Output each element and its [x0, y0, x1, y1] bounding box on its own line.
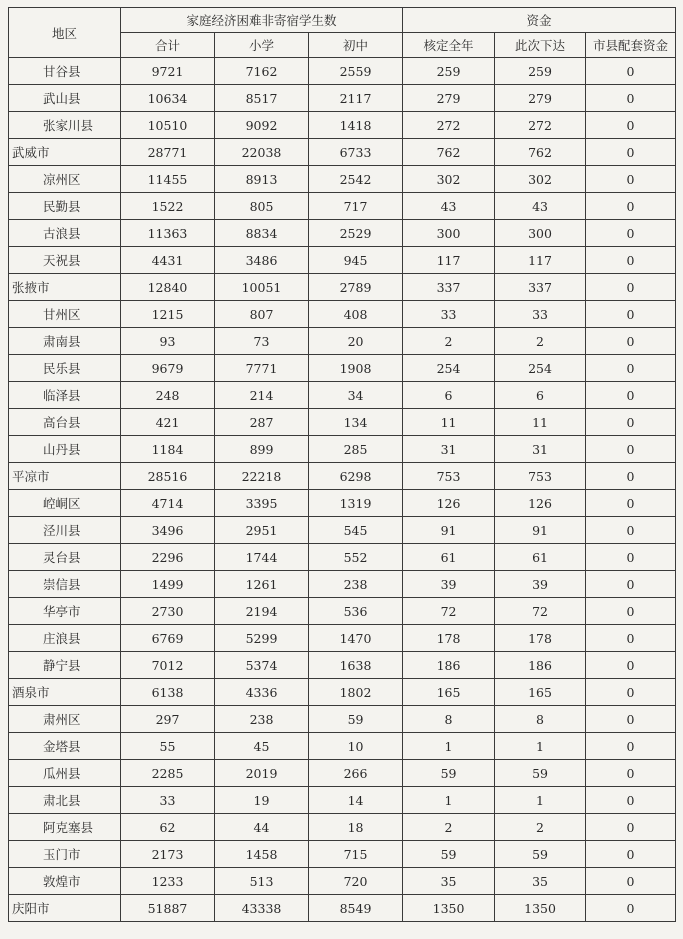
issued-cell: 279: [495, 85, 586, 112]
primary-cell: 1744: [215, 544, 309, 571]
primary-cell: 899: [215, 436, 309, 463]
junior-cell: 715: [309, 841, 403, 868]
total-cell: 55: [121, 733, 215, 760]
junior-cell: 717: [309, 193, 403, 220]
total-cell: 421: [121, 409, 215, 436]
approved-cell: 39: [403, 571, 495, 598]
region-name-cell: 肃北县: [9, 787, 121, 814]
primary-cell: 8913: [215, 166, 309, 193]
local-cell: 0: [586, 247, 676, 274]
table-row: [9, 814, 676, 841]
junior-cell: 2117: [309, 85, 403, 112]
total-cell: 1522: [121, 193, 215, 220]
approved-cell: 279: [403, 85, 495, 112]
local-cell: 0: [586, 841, 676, 868]
junior-cell: 6733: [309, 139, 403, 166]
local-cell: 0: [586, 463, 676, 490]
approved-cell: 165: [403, 679, 495, 706]
table-row: [9, 490, 676, 517]
approved-cell: 59: [403, 760, 495, 787]
primary-cell: 2951: [215, 517, 309, 544]
junior-cell: 266: [309, 760, 403, 787]
primary-cell: 287: [215, 409, 309, 436]
local-cell: 0: [586, 193, 676, 220]
primary-cell: 2019: [215, 760, 309, 787]
junior-cell: 2529: [309, 220, 403, 247]
junior-cell: 134: [309, 409, 403, 436]
issued-cell: 302: [495, 166, 586, 193]
region-name-cell: 泾川县: [9, 517, 121, 544]
issued-cell: 8: [495, 706, 586, 733]
local-cell: 0: [586, 868, 676, 895]
primary-cell: 7162: [215, 58, 309, 85]
primary-cell: 2194: [215, 598, 309, 625]
table-row: [9, 139, 676, 166]
approved-cell: 2: [403, 328, 495, 355]
total-cell: 93: [121, 328, 215, 355]
table-row: [9, 274, 676, 301]
junior-cell: 238: [309, 571, 403, 598]
local-cell: 0: [586, 652, 676, 679]
total-cell: 1499: [121, 571, 215, 598]
approved-cell: 178: [403, 625, 495, 652]
total-cell: 297: [121, 706, 215, 733]
issued-cell: 272: [495, 112, 586, 139]
primary-cell: 7771: [215, 355, 309, 382]
junior-cell: 285: [309, 436, 403, 463]
issued-cell: 753: [495, 463, 586, 490]
primary-cell: 214: [215, 382, 309, 409]
issued-cell: 35: [495, 868, 586, 895]
junior-cell: 1638: [309, 652, 403, 679]
junior-cell: 1418: [309, 112, 403, 139]
total-cell: 28771: [121, 139, 215, 166]
table-row: [9, 895, 676, 922]
junior-cell: 14: [309, 787, 403, 814]
approved-cell: 1: [403, 733, 495, 760]
approved-cell: 35: [403, 868, 495, 895]
region-name-cell: 古浪县: [9, 220, 121, 247]
table-row: [9, 85, 676, 112]
issued-cell: 2: [495, 328, 586, 355]
approved-cell: 8: [403, 706, 495, 733]
table-header: [9, 8, 676, 58]
issued-cell: 337: [495, 274, 586, 301]
table-row: [9, 706, 676, 733]
local-cell: 0: [586, 355, 676, 382]
region-name-cell: 庆阳市: [9, 895, 121, 922]
local-cell: 0: [586, 85, 676, 112]
header-local: 市县配套资金: [586, 33, 676, 58]
region-name-cell: 玉门市: [9, 841, 121, 868]
region-name-cell: 武威市: [9, 139, 121, 166]
issued-cell: 72: [495, 598, 586, 625]
issued-cell: 11: [495, 409, 586, 436]
region-name-cell: 甘谷县: [9, 58, 121, 85]
table-row: [9, 571, 676, 598]
approved-cell: 2: [403, 814, 495, 841]
table-row: [9, 544, 676, 571]
junior-cell: 945: [309, 247, 403, 274]
issued-cell: 39: [495, 571, 586, 598]
primary-cell: 1261: [215, 571, 309, 598]
region-name-cell: 张家川县: [9, 112, 121, 139]
primary-cell: 9092: [215, 112, 309, 139]
approved-cell: 6: [403, 382, 495, 409]
junior-cell: 720: [309, 868, 403, 895]
approved-cell: 302: [403, 166, 495, 193]
header-primary: 小学: [215, 33, 309, 58]
total-cell: 11363: [121, 220, 215, 247]
table-row: [9, 625, 676, 652]
approved-cell: 300: [403, 220, 495, 247]
local-cell: 0: [586, 274, 676, 301]
issued-cell: 178: [495, 625, 586, 652]
region-name-cell: 民勤县: [9, 193, 121, 220]
junior-cell: 2542: [309, 166, 403, 193]
header-total: 合计: [121, 33, 215, 58]
region-name-cell: 平凉市: [9, 463, 121, 490]
local-cell: 0: [586, 571, 676, 598]
approved-cell: 337: [403, 274, 495, 301]
table-row: [9, 679, 676, 706]
region-name-cell: 金塔县: [9, 733, 121, 760]
issued-cell: 762: [495, 139, 586, 166]
approved-cell: 1350: [403, 895, 495, 922]
junior-cell: 34: [309, 382, 403, 409]
total-cell: 2285: [121, 760, 215, 787]
table-row: [9, 652, 676, 679]
local-cell: 0: [586, 760, 676, 787]
local-cell: 0: [586, 733, 676, 760]
local-cell: 0: [586, 598, 676, 625]
funding-table-sheet: [8, 7, 675, 932]
header-region: 地区: [9, 8, 121, 58]
approved-cell: 59: [403, 841, 495, 868]
primary-cell: 22218: [215, 463, 309, 490]
issued-cell: 117: [495, 247, 586, 274]
total-cell: 4714: [121, 490, 215, 517]
issued-cell: 43: [495, 193, 586, 220]
junior-cell: 6298: [309, 463, 403, 490]
primary-cell: 8517: [215, 85, 309, 112]
issued-cell: 1: [495, 733, 586, 760]
approved-cell: 11: [403, 409, 495, 436]
region-name-cell: 崇信县: [9, 571, 121, 598]
total-cell: 6138: [121, 679, 215, 706]
region-name-cell: 武山县: [9, 85, 121, 112]
region-name-cell: 张掖市: [9, 274, 121, 301]
issued-cell: 6: [495, 382, 586, 409]
local-cell: 0: [586, 625, 676, 652]
primary-cell: 1458: [215, 841, 309, 868]
primary-cell: 4336: [215, 679, 309, 706]
approved-cell: 1: [403, 787, 495, 814]
table-row: [9, 355, 676, 382]
issued-cell: 126: [495, 490, 586, 517]
junior-cell: 545: [309, 517, 403, 544]
issued-cell: 254: [495, 355, 586, 382]
header-junior: 初中: [309, 33, 403, 58]
local-cell: 0: [586, 112, 676, 139]
table-row: [9, 247, 676, 274]
region-name-cell: 肃南县: [9, 328, 121, 355]
primary-cell: 43338: [215, 895, 309, 922]
header-students-group: 家庭经济困难非寄宿学生数: [121, 8, 403, 33]
region-name-cell: 崆峒区: [9, 490, 121, 517]
total-cell: 6769: [121, 625, 215, 652]
approved-cell: 61: [403, 544, 495, 571]
primary-cell: 22038: [215, 139, 309, 166]
primary-cell: 5374: [215, 652, 309, 679]
local-cell: 0: [586, 490, 676, 517]
issued-cell: 59: [495, 760, 586, 787]
issued-cell: 2: [495, 814, 586, 841]
total-cell: 1184: [121, 436, 215, 463]
local-cell: 0: [586, 895, 676, 922]
junior-cell: 408: [309, 301, 403, 328]
total-cell: 3496: [121, 517, 215, 544]
local-cell: 0: [586, 814, 676, 841]
approved-cell: 43: [403, 193, 495, 220]
table-row: [9, 382, 676, 409]
table-row: [9, 409, 676, 436]
junior-cell: 2789: [309, 274, 403, 301]
total-cell: 10510: [121, 112, 215, 139]
total-cell: 2296: [121, 544, 215, 571]
table-row: [9, 112, 676, 139]
approved-cell: 762: [403, 139, 495, 166]
approved-cell: 117: [403, 247, 495, 274]
junior-cell: 552: [309, 544, 403, 571]
local-cell: 0: [586, 328, 676, 355]
total-cell: 9721: [121, 58, 215, 85]
issued-cell: 300: [495, 220, 586, 247]
header-funds-group: 资金: [403, 8, 676, 33]
junior-cell: 1319: [309, 490, 403, 517]
table-row: [9, 328, 676, 355]
region-name-cell: 庄浪县: [9, 625, 121, 652]
local-cell: 0: [586, 787, 676, 814]
approved-cell: 254: [403, 355, 495, 382]
primary-cell: 513: [215, 868, 309, 895]
table-row: [9, 220, 676, 247]
junior-cell: 1470: [309, 625, 403, 652]
junior-cell: 2559: [309, 58, 403, 85]
region-name-cell: 天祝县: [9, 247, 121, 274]
primary-cell: 19: [215, 787, 309, 814]
region-name-cell: 瓜州县: [9, 760, 121, 787]
table-row: [9, 868, 676, 895]
junior-cell: 536: [309, 598, 403, 625]
region-name-cell: 高台县: [9, 409, 121, 436]
local-cell: 0: [586, 517, 676, 544]
primary-cell: 3395: [215, 490, 309, 517]
total-cell: 33: [121, 787, 215, 814]
junior-cell: 59: [309, 706, 403, 733]
primary-cell: 3486: [215, 247, 309, 274]
total-cell: 1215: [121, 301, 215, 328]
total-cell: 2730: [121, 598, 215, 625]
approved-cell: 91: [403, 517, 495, 544]
table-row: [9, 517, 676, 544]
issued-cell: 91: [495, 517, 586, 544]
issued-cell: 259: [495, 58, 586, 85]
approved-cell: 753: [403, 463, 495, 490]
issued-cell: 165: [495, 679, 586, 706]
local-cell: 0: [586, 706, 676, 733]
region-name-cell: 敦煌市: [9, 868, 121, 895]
primary-cell: 238: [215, 706, 309, 733]
table-row: [9, 166, 676, 193]
local-cell: 0: [586, 166, 676, 193]
total-cell: 12840: [121, 274, 215, 301]
issued-cell: 1350: [495, 895, 586, 922]
total-cell: 11455: [121, 166, 215, 193]
table-row: [9, 787, 676, 814]
total-cell: 7012: [121, 652, 215, 679]
table-row: [9, 301, 676, 328]
approved-cell: 186: [403, 652, 495, 679]
header-issued: 此次下达: [495, 33, 586, 58]
total-cell: 10634: [121, 85, 215, 112]
approved-cell: 72: [403, 598, 495, 625]
region-name-cell: 凉州区: [9, 166, 121, 193]
table-row: [9, 58, 676, 85]
issued-cell: 61: [495, 544, 586, 571]
table-body: [9, 58, 676, 922]
total-cell: 9679: [121, 355, 215, 382]
total-cell: 28516: [121, 463, 215, 490]
local-cell: 0: [586, 301, 676, 328]
primary-cell: 45: [215, 733, 309, 760]
primary-cell: 73: [215, 328, 309, 355]
region-name-cell: 肃州区: [9, 706, 121, 733]
junior-cell: 10: [309, 733, 403, 760]
region-name-cell: 民乐县: [9, 355, 121, 382]
table-row: [9, 733, 676, 760]
region-name-cell: 酒泉市: [9, 679, 121, 706]
primary-cell: 807: [215, 301, 309, 328]
issued-cell: 186: [495, 652, 586, 679]
local-cell: 0: [586, 409, 676, 436]
primary-cell: 44: [215, 814, 309, 841]
table-row: [9, 193, 676, 220]
junior-cell: 18: [309, 814, 403, 841]
region-name-cell: 阿克塞县: [9, 814, 121, 841]
region-name-cell: 临泽县: [9, 382, 121, 409]
region-name-cell: 静宁县: [9, 652, 121, 679]
issued-cell: 59: [495, 841, 586, 868]
junior-cell: 1908: [309, 355, 403, 382]
table-row: [9, 841, 676, 868]
issued-cell: 1: [495, 787, 586, 814]
local-cell: 0: [586, 139, 676, 166]
junior-cell: 1802: [309, 679, 403, 706]
region-name-cell: 灵台县: [9, 544, 121, 571]
table-row: [9, 463, 676, 490]
region-name-cell: 华亭市: [9, 598, 121, 625]
total-cell: 4431: [121, 247, 215, 274]
approved-cell: 33: [403, 301, 495, 328]
approved-cell: 272: [403, 112, 495, 139]
approved-cell: 31: [403, 436, 495, 463]
primary-cell: 8834: [215, 220, 309, 247]
junior-cell: 20: [309, 328, 403, 355]
header-approved: 核定全年: [403, 33, 495, 58]
local-cell: 0: [586, 544, 676, 571]
table-row: [9, 436, 676, 463]
issued-cell: 31: [495, 436, 586, 463]
region-name-cell: 甘州区: [9, 301, 121, 328]
total-cell: 1233: [121, 868, 215, 895]
region-name-cell: 山丹县: [9, 436, 121, 463]
primary-cell: 5299: [215, 625, 309, 652]
local-cell: 0: [586, 58, 676, 85]
local-cell: 0: [586, 382, 676, 409]
total-cell: 62: [121, 814, 215, 841]
primary-cell: 805: [215, 193, 309, 220]
local-cell: 0: [586, 220, 676, 247]
local-cell: 0: [586, 436, 676, 463]
primary-cell: 10051: [215, 274, 309, 301]
approved-cell: 259: [403, 58, 495, 85]
issued-cell: 33: [495, 301, 586, 328]
approved-cell: 126: [403, 490, 495, 517]
table-row: [9, 760, 676, 787]
local-cell: 0: [586, 679, 676, 706]
funding-table: [8, 7, 676, 922]
junior-cell: 8549: [309, 895, 403, 922]
table-row: [9, 598, 676, 625]
total-cell: 248: [121, 382, 215, 409]
total-cell: 2173: [121, 841, 215, 868]
total-cell: 51887: [121, 895, 215, 922]
